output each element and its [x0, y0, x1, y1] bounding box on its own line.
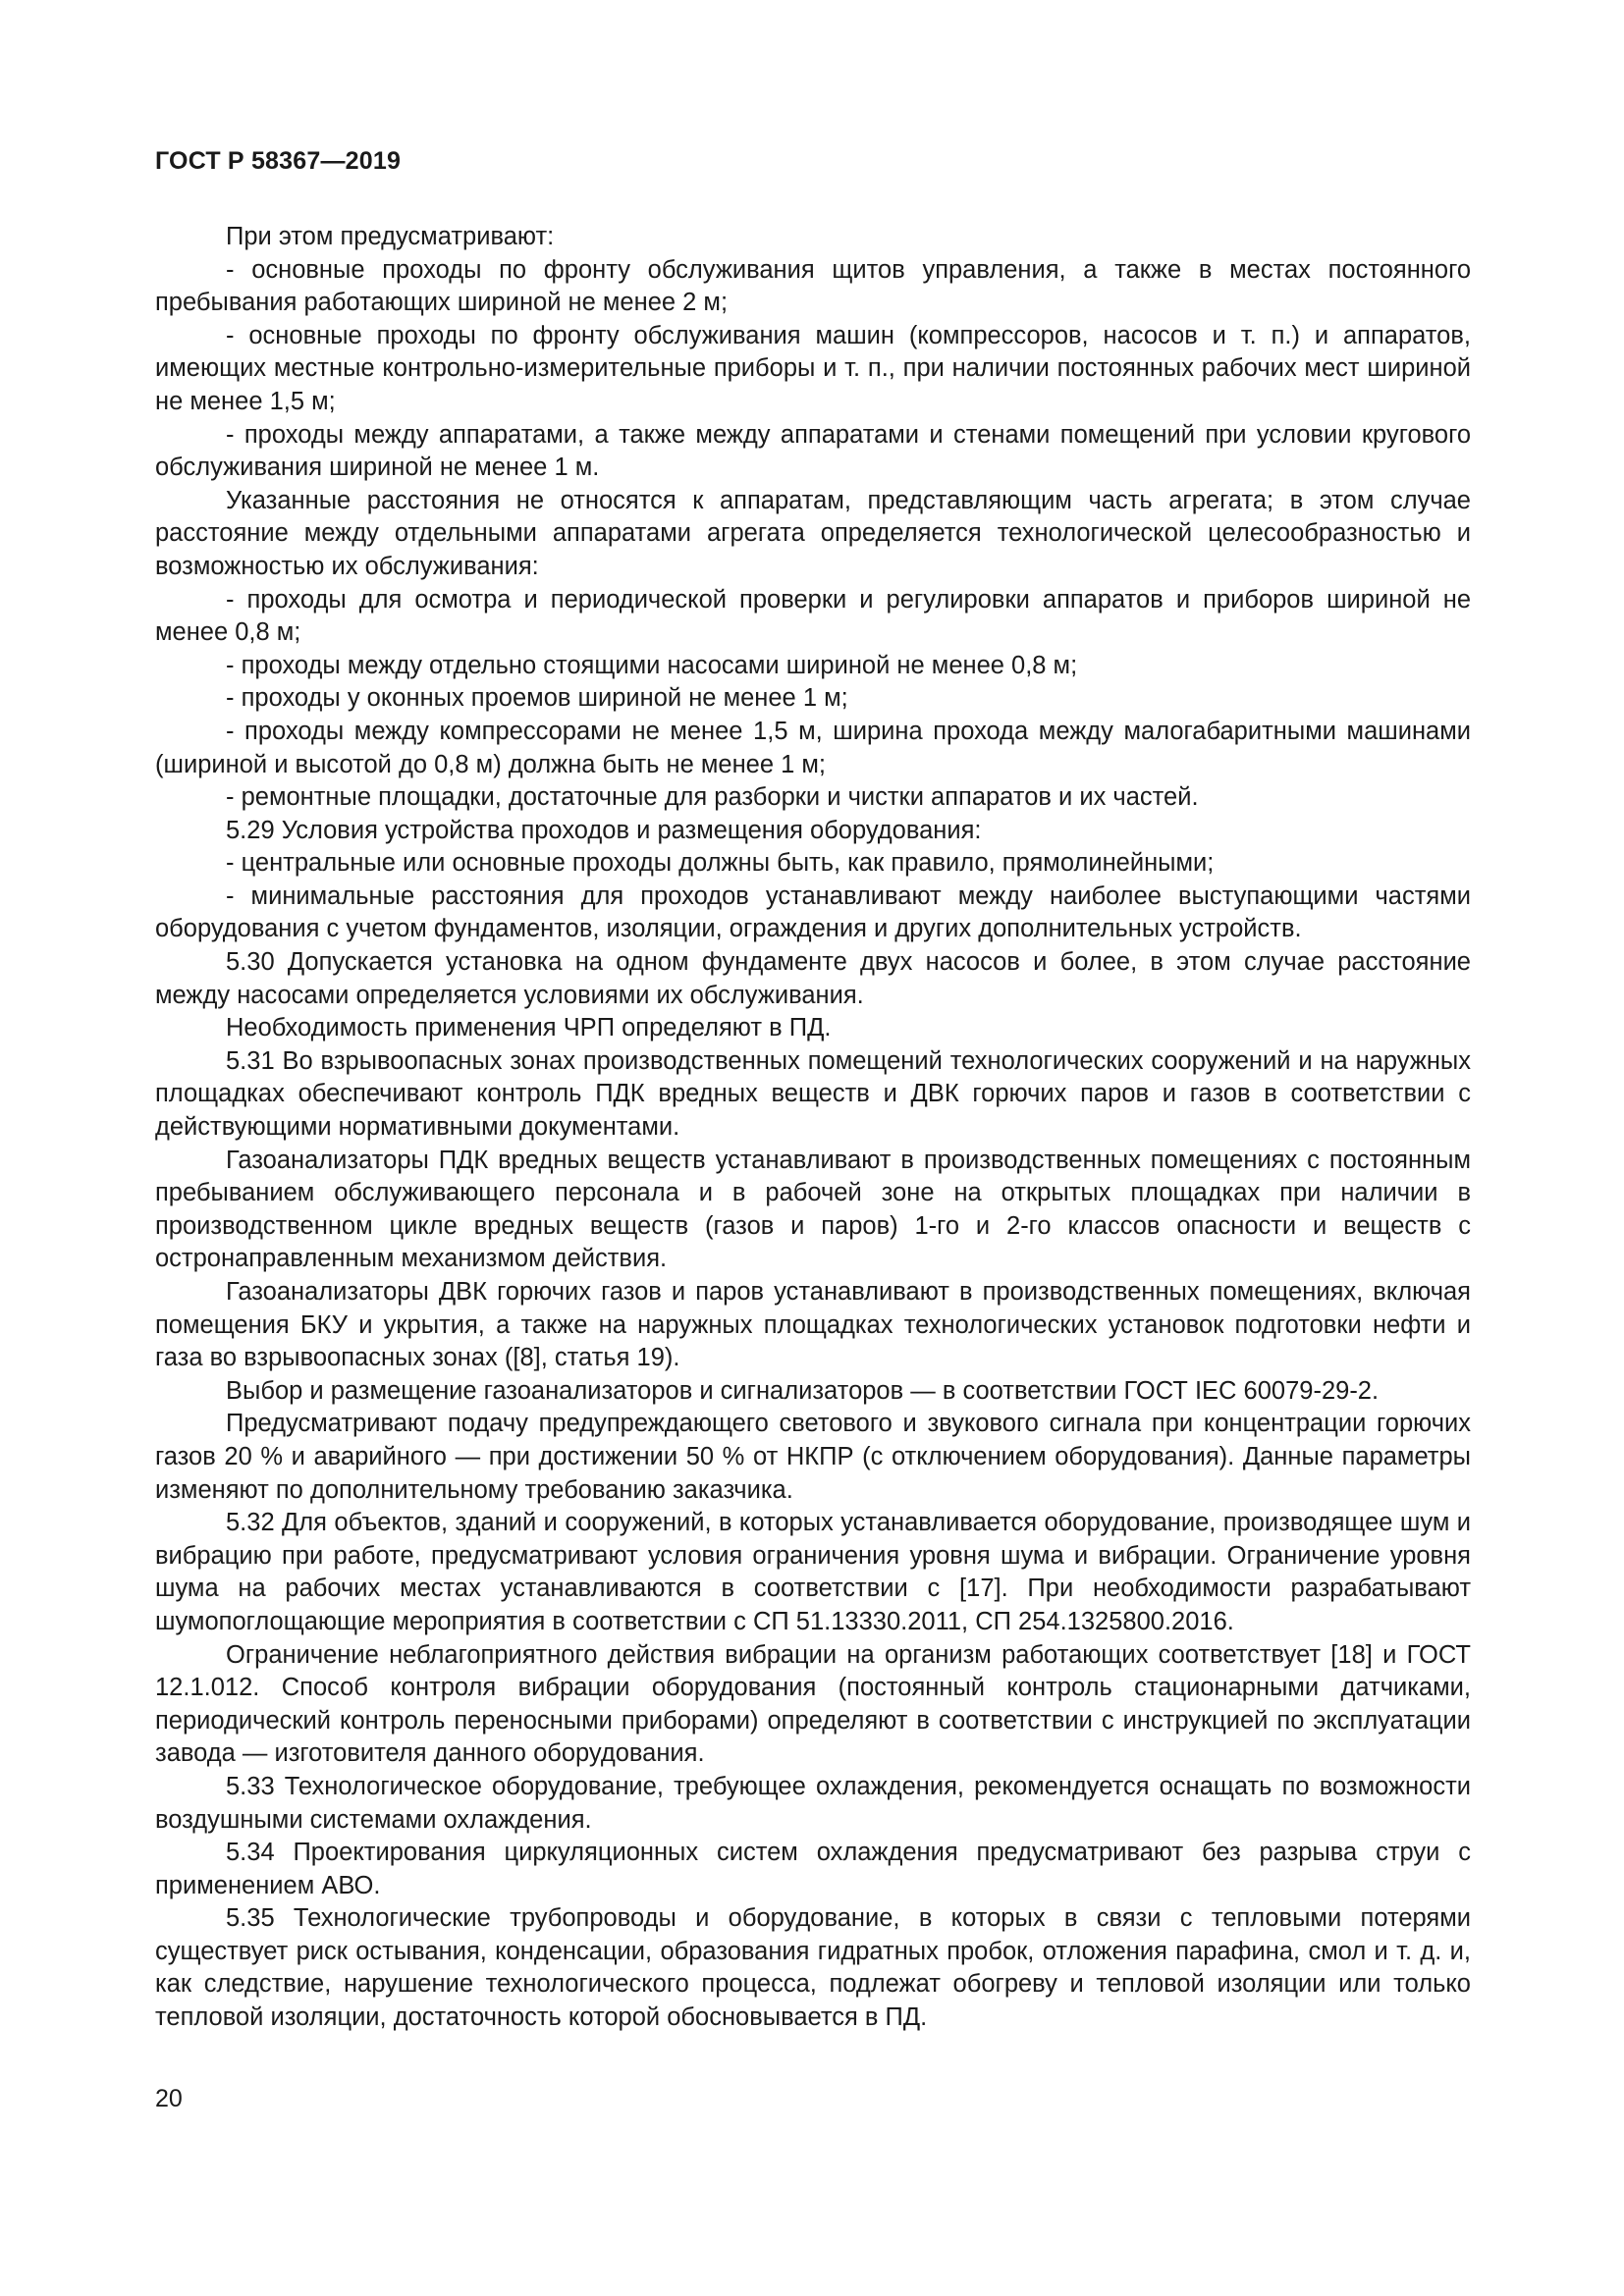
list-item: - минимальные расстояния для проходов устанавливают между наиболее выступающими частями оборудования с учетом фундаментов, изоляции, ограждения и других дополнительных устройств.: [155, 881, 1471, 943]
paragraph: Необходимость применения ЧРП определяют в ПД.: [226, 1014, 832, 1042]
clause-5-29: 5.29 Условия устройства проходов и размещения оборудования:: [226, 816, 982, 844]
list-item: - основные проходы по фронту обслуживания машин (компрессоров, насосов и т. п.) и аппаратов, имеющих местные контрольно-измерительные приборы и т. п., при наличии постоянных рабочих мест шириной не менее 1,5 м;: [155, 321, 1471, 415]
paragraph: При этом предусматривают:: [226, 223, 555, 250]
clause-5-33: 5.33 Технологическое оборудование, требующее охлаждения, рекомендуется оснащать по возможности воздушными системами охлаждения.: [155, 1772, 1471, 1834]
page-header-standard-id: ГОСТ Р 58367—2019: [155, 147, 402, 175]
paragraph: Выбор и размещение газоанализаторов и сигнализаторов — в соответствии ГОСТ IEC 60079-29-2.: [226, 1376, 1380, 1405]
list-item: - центральные или основные проходы должны быть, как правило, прямолинейными;: [226, 849, 1215, 878]
clause-5-35: 5.35 Технологические трубопроводы и оборудование, в которых в связи с тепловыми потерями существует риск остывания, конденсации, образования гидратных пробок, отложения парафина, смол и т. д. и, как следствие, нарушение технологического процесса, подлежат обогреву и тепловой изоляции или только тепловой изоляции, достаточность которой обосновывается в ПД.: [155, 1904, 1471, 2032]
paragraph: Газоанализаторы ДВК горючих газов и паров устанавливают в производственных помещениях, включая помещения БКУ и укрытия, а также на наружных площадках технологических установок подготовки нефти и газа во взрывоопасных зонах ([8], статья 19).: [155, 1278, 1471, 1372]
list-item: - проходы у оконных проемов шириной не менее 1 м;: [226, 684, 848, 713]
list-item: - проходы между отдельно стоящими насосами шириной не менее 0,8 м;: [226, 651, 1078, 679]
clause-5-34: 5.34 Проектирования циркуляционных систем охлаждения предусматривают без разрыва струи с применением АВО.: [155, 1839, 1471, 1899]
paragraph: Ограничение неблагоприятного действия вибрации на организм работающих соответствует [18] и ГОСТ 12.1.012. Способ контроля вибрации оборудования (постоянный контроль стационарными датчиками, периодический контроль переносными приборами) определяют в соответствии с инструкцией по эксплуатации завода — изготовителя данного оборудования.: [155, 1640, 1471, 1768]
paragraph: Газоанализаторы ПДК вредных веществ устанавливают в производственных помещениях с постоянным пребыванием обслуживающего персонала и в рабочей зоне на открытых площадках при наличии в производственном цикле вредных веществ (газов и паров) 1-го и 2-го классов опасности и веществ с остронаправленным механизмом действия.: [155, 1146, 1471, 1273]
list-item: - основные проходы по фронту обслуживания щитов управления, а также в местах постоянного пребывания работающих шириной не менее 2 м;: [155, 255, 1471, 317]
list-item: - проходы между аппаратами, а также между аппаратами и стенами помещений при условии кругового обслуживания шириной не менее 1 м.: [155, 420, 1471, 482]
list-item: - ремонтные площадки, достаточные для разборки и чистки аппаратов и их частей.: [226, 783, 1199, 812]
paragraph: Указанные расстояния не относятся к аппаратам, представляющим часть агрегата; в этом случае расстояние между отдельными аппаратами агрегата определяется технологической целесообразностью и возможностью их обслуживания:: [155, 486, 1471, 580]
document-body: [155, 221, 1471, 2035]
page-number: 20: [155, 2085, 183, 2112]
clause-5-32: 5.32 Для объектов, зданий и сооружений, в которых устанавливается оборудование, производящее шум и вибрацию при работе, предусматривают условия ограничения уровня шума и вибрации. Ограничение уровня шума на рабочих местах устанавливаются в соответствии с [17]. При необходимости разрабатывают шумопоглощающие мероприятия в соответствии с СП 51.13330.2011, СП 254.1325800.2016.: [155, 1509, 1471, 1635]
list-item: - проходы для осмотра и периодической проверки и регулировки аппаратов и приборов шириной не менее 0,8 м;: [155, 585, 1471, 647]
clause-5-30: 5.30 Допускается установка на одном фундаменте двух насосов и более, в этом случае расстояние между насосами определяется условиями их обслуживания.: [155, 948, 1471, 1009]
list-item: - проходы между компрессорами не менее 1,5 м, ширина прохода между малогабаритными машинами (шириной и высотой до 0,8 м) должна быть не менее 1 м;: [155, 717, 1471, 778]
clause-5-31: 5.31 Во взрывоопасных зонах производственных помещений технологических сооружений и на наружных площадках обеспечивают контроль ПДК вредных веществ и ДВК горючих паров и газов в соответствии с действующими нормативными документами.: [155, 1046, 1471, 1142]
paragraph: Предусматривают подачу предупреждающего светового и звукового сигнала при концентрации горючих газов 20 % и аварийного — при достижении 50 % от НКПР (с отключением оборудования). Данные параметры изменяют по дополнительному требованию заказчика.: [155, 1410, 1471, 1504]
